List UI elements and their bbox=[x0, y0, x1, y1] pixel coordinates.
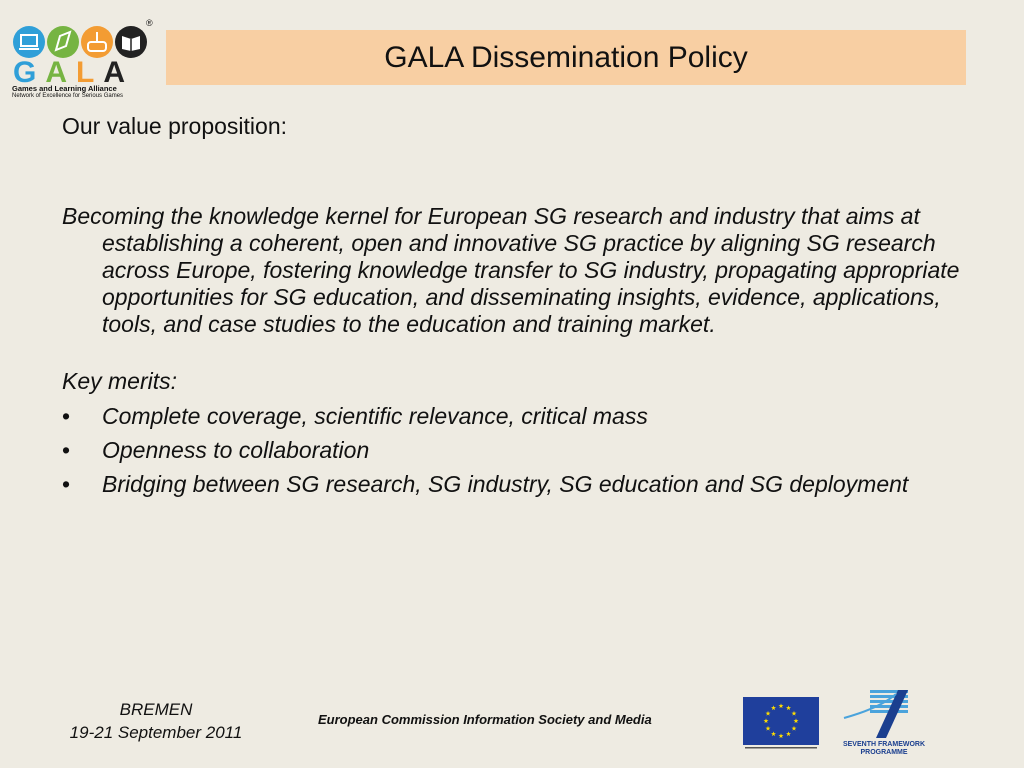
bullet: • bbox=[62, 403, 71, 429]
list-item bbox=[62, 471, 962, 498]
gala-logo bbox=[8, 14, 158, 104]
fp7-label-line1: SEVENTH FRAMEWORK bbox=[842, 741, 926, 748]
funding-organization: European Commission Information Society and Media bbox=[318, 712, 652, 727]
registered-mark: ® bbox=[146, 18, 153, 28]
bullet: • bbox=[62, 471, 71, 497]
logo-subtagline: Network of Excellence for Serious Games bbox=[12, 93, 124, 99]
event-info bbox=[40, 698, 272, 744]
logo-tagline: Games and Learning Alliance bbox=[12, 84, 117, 93]
merit-text: Openness to collaboration bbox=[102, 437, 370, 463]
event-city: BREMEN bbox=[119, 700, 193, 719]
fp7-label-line2: PROGRAMME bbox=[860, 749, 908, 756]
list-item bbox=[62, 437, 962, 464]
logo-letter-a2: A bbox=[103, 56, 135, 89]
bullet: • bbox=[62, 437, 71, 463]
list-item bbox=[62, 403, 962, 430]
merits-list bbox=[62, 403, 962, 498]
slide-body bbox=[62, 113, 962, 505]
logo-letter-g: G bbox=[13, 56, 46, 89]
logo-letter-l: L bbox=[76, 56, 104, 89]
eu-caption-bar bbox=[743, 746, 819, 750]
merit-text: Complete coverage, scientific relevance, critical mass bbox=[102, 403, 648, 429]
merit-text: Bridging between SG research, SG industry, SG education and SG deployment bbox=[102, 471, 909, 497]
merits-heading: Key merits: bbox=[62, 368, 178, 394]
logo-letter-a: A bbox=[45, 56, 77, 89]
value-statement: Becoming the knowledge kernel for European SG research and industry that aims at establishing a coherent, open and innovative SG practice by aligning SG research across Europe, fostering knowledge transfer to SG industry, propagating appropriate opportunities for SG education, and disseminating insights, evidence, applications, tools, and case studies to the education and training market. bbox=[62, 203, 960, 337]
slide-title: GALA Dissemination Policy bbox=[166, 30, 966, 85]
eu-flag-icon bbox=[743, 697, 819, 749]
event-dates: 19-21 September 2011 bbox=[69, 723, 243, 742]
value-heading: Our value proposition: bbox=[62, 113, 288, 139]
